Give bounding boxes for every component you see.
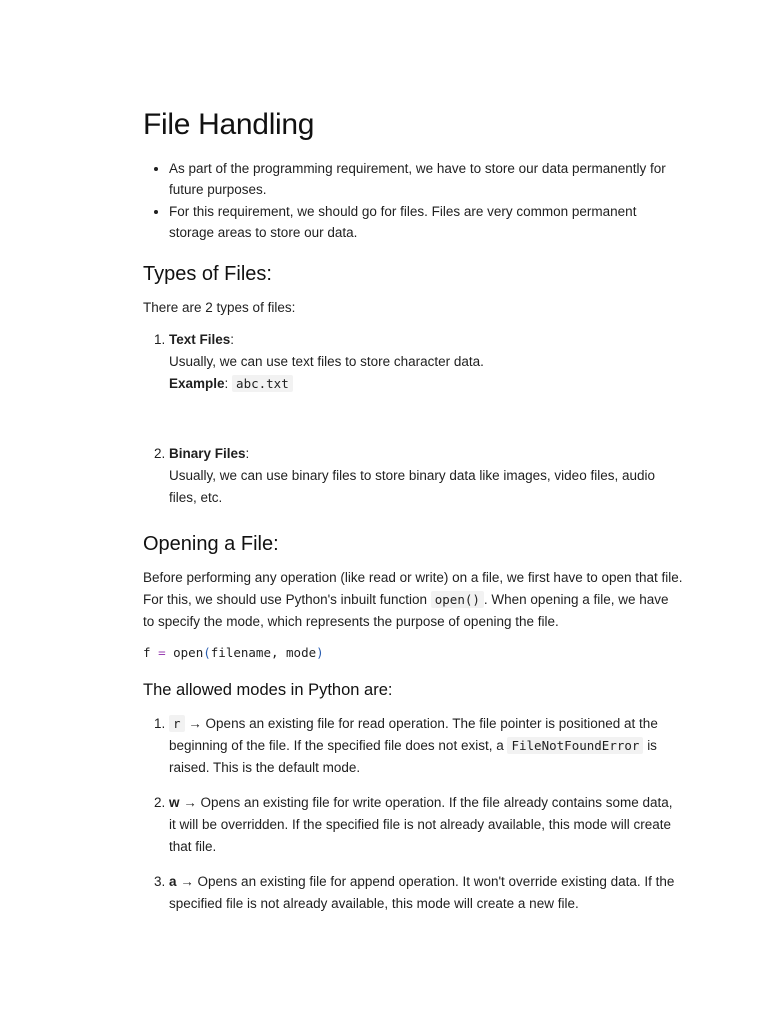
mode-item-w (169, 792, 683, 858)
type-item-text-files: 1. Text Files: Usually, we can use text files to store character data. Example: abc.txt (169, 329, 683, 395)
type-description: Usually, we can use text files to store character data. (169, 354, 484, 369)
mode-label: a (169, 874, 177, 889)
example-label: Example (169, 376, 225, 391)
type-label: Binary Files (169, 446, 246, 461)
mode-item-r (169, 713, 683, 779)
opening-text-before: Before performing any operation (like read or write) on a file, we first have to open that file. For this, we should use Python's inbuilt function (143, 570, 683, 607)
example-code: abc.txt (232, 375, 293, 392)
open-function-code: open() (431, 591, 484, 608)
code-operator: = (158, 645, 166, 660)
intro-bullet: • For this requirement, we should go for files. Files are very common permanent storage areas to store our data. (169, 201, 683, 243)
mode-text: → Opens an existing file for append operation. It won't override existing data. If the specified file is not already available, this mode will create a new file. (169, 874, 675, 911)
code-args: filename, mode (210, 645, 317, 660)
opening-text-after: . When opening a file, we have to specify the mode, which represents the purpose of opening the file. (143, 592, 669, 629)
page-title: File Handling (143, 108, 315, 141)
opening-heading: Opening a File: (143, 533, 279, 555)
type-item-binary-files: 2. Binary Files: Usually, we can use binary files to store binary data like images, video files, audio files, etc. (169, 443, 683, 509)
type-example: Example: abc.txt (169, 373, 683, 395)
code-var: f (143, 645, 151, 660)
modes-list (143, 713, 683, 915)
modes-heading: The allowed modes in Python are: (143, 681, 393, 699)
type-description: Usually, we can use binary files to store binary data like images, video files, audio files, etc. (169, 468, 655, 505)
types-heading: Types of Files: (143, 263, 272, 285)
intro-bullet-list (143, 158, 683, 243)
mode-label: w (169, 795, 180, 810)
intro-bullet: • As part of the programming requirement, we have to store our data permanently for future purposes. (169, 158, 683, 200)
mode-item-a (169, 871, 683, 915)
opening-paragraph (143, 567, 683, 633)
document-page (143, 96, 683, 928)
type-label: Text Files (169, 332, 231, 347)
types-intro: There are 2 types of files: (143, 300, 296, 315)
mode-text-before: → Opens an existing file for read operation. The file pointer is positioned at the beginning of the file. If the specified file does not exist, a (169, 716, 658, 753)
open-code-block: f = open(filename, mode) (143, 645, 324, 660)
mode-text-after: is raised. This is the default mode. (169, 738, 657, 775)
mode-code: r (169, 715, 185, 732)
types-list (143, 329, 683, 509)
mode-text: → Opens an existing file for write operation. If the file already contains some data, it will be overridden. If the specified file is not already available, this mode will create that file. (169, 795, 673, 854)
code-function: open (173, 645, 204, 660)
error-code: FileNotFoundError (507, 737, 643, 754)
